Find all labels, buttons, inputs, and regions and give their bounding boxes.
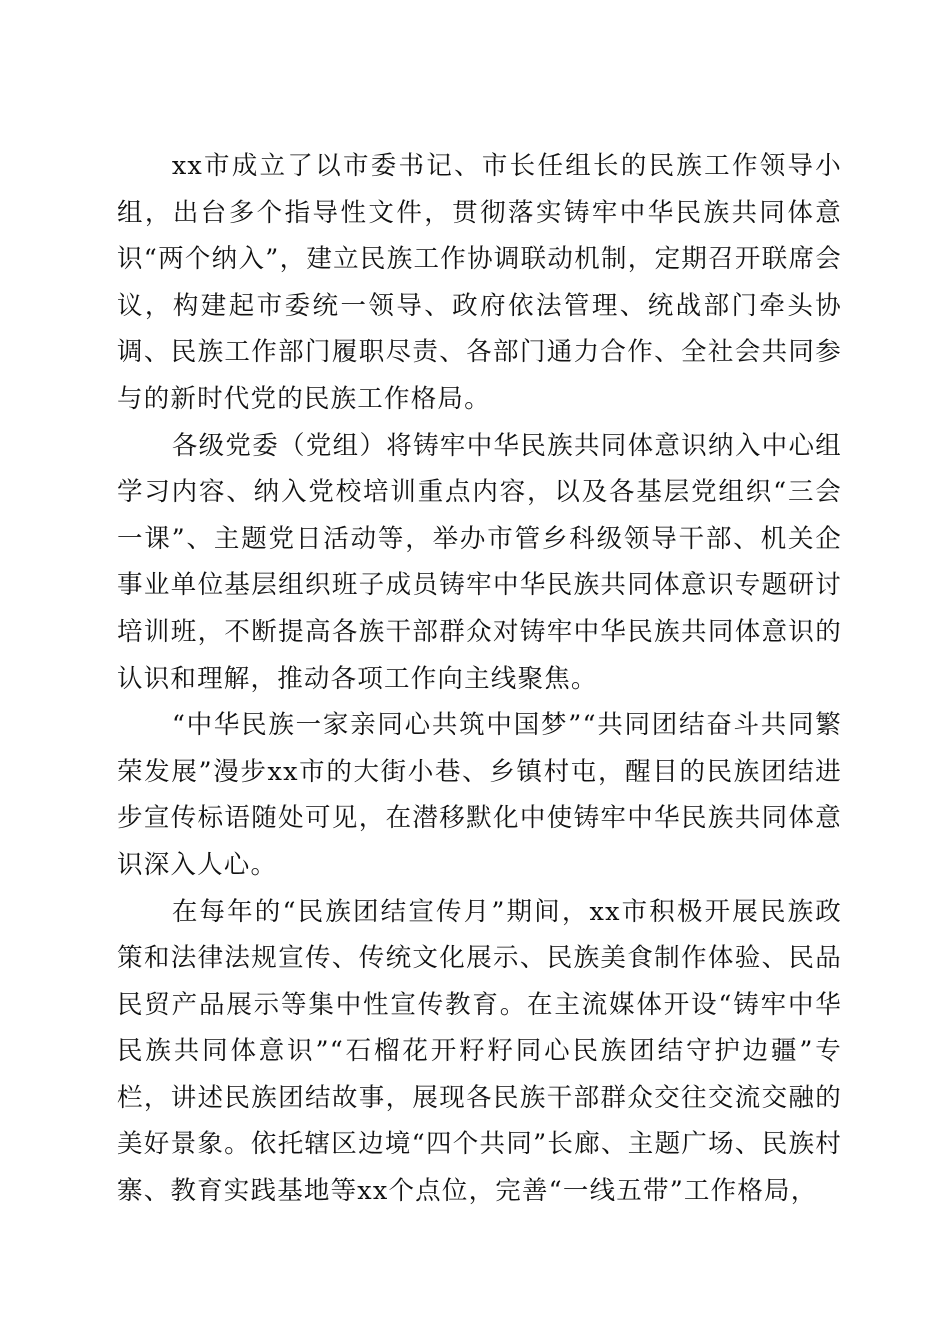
document-body [117,143,842,1215]
paragraph-slogans: “中华民族一家亲同心共筑中国梦”“共同团结奋斗共同繁荣发展”漫步xx市的大街小巷、乡镇村屯，醒目的民族团结进步宣传标语随处可见，在潜移默化中使铸牢中华民族共同体意识深入人心。 [117,710,842,880]
paragraph-publicity-month: 在每年的“民族团结宣传月”期间，xx市积极开展民族政策和法律法规宣传、传统文化展示、民族美食制作体验、民品民贸产品展示等集中性宣传教育。在主流媒体开设“铸牢中华民族共同体意识”“石榴花开籽籽同心民族团结守护边疆”专栏，讲述民族团结故事，展现各民族干部群众交往交流交融的美好景象。依托辖区边境“四个共同”长廊、主题广场、民族村寨、教育实践基地等xx个点位，完善“一线五带”工作格局， [117,896,842,1207]
paragraph-leadership-group: xx市成立了以市委书记、市长任组长的民族工作领导小组，出台多个指导性文件，贯彻落实铸牢中华民族共同体意识“两个纳入”，建立民族工作协调联动机制，定期召开联席会议，构建起市委统一领导、政府依法管理、统战部门牵头协调、民族工作部门履职尽责、各部门通力合作、全社会共同参与的新时代党的民族工作格局。 [117,151,842,414]
paragraph-party-committees: 各级党委（党组）将铸牢中华民族共同体意识纳入中心组学习内容、纳入党校培训重点内容，以及各基层党组织“三会一课”、主题党日活动等，举办市管乡科级领导干部、机关企事业单位基层组织班子成员铸牢中华民族共同体意识专题研讨培训班，不断提高各族干部群众对铸牢中华民族共同体意识的认识和理解，推动各项工作向主线聚焦。 [117,430,842,694]
